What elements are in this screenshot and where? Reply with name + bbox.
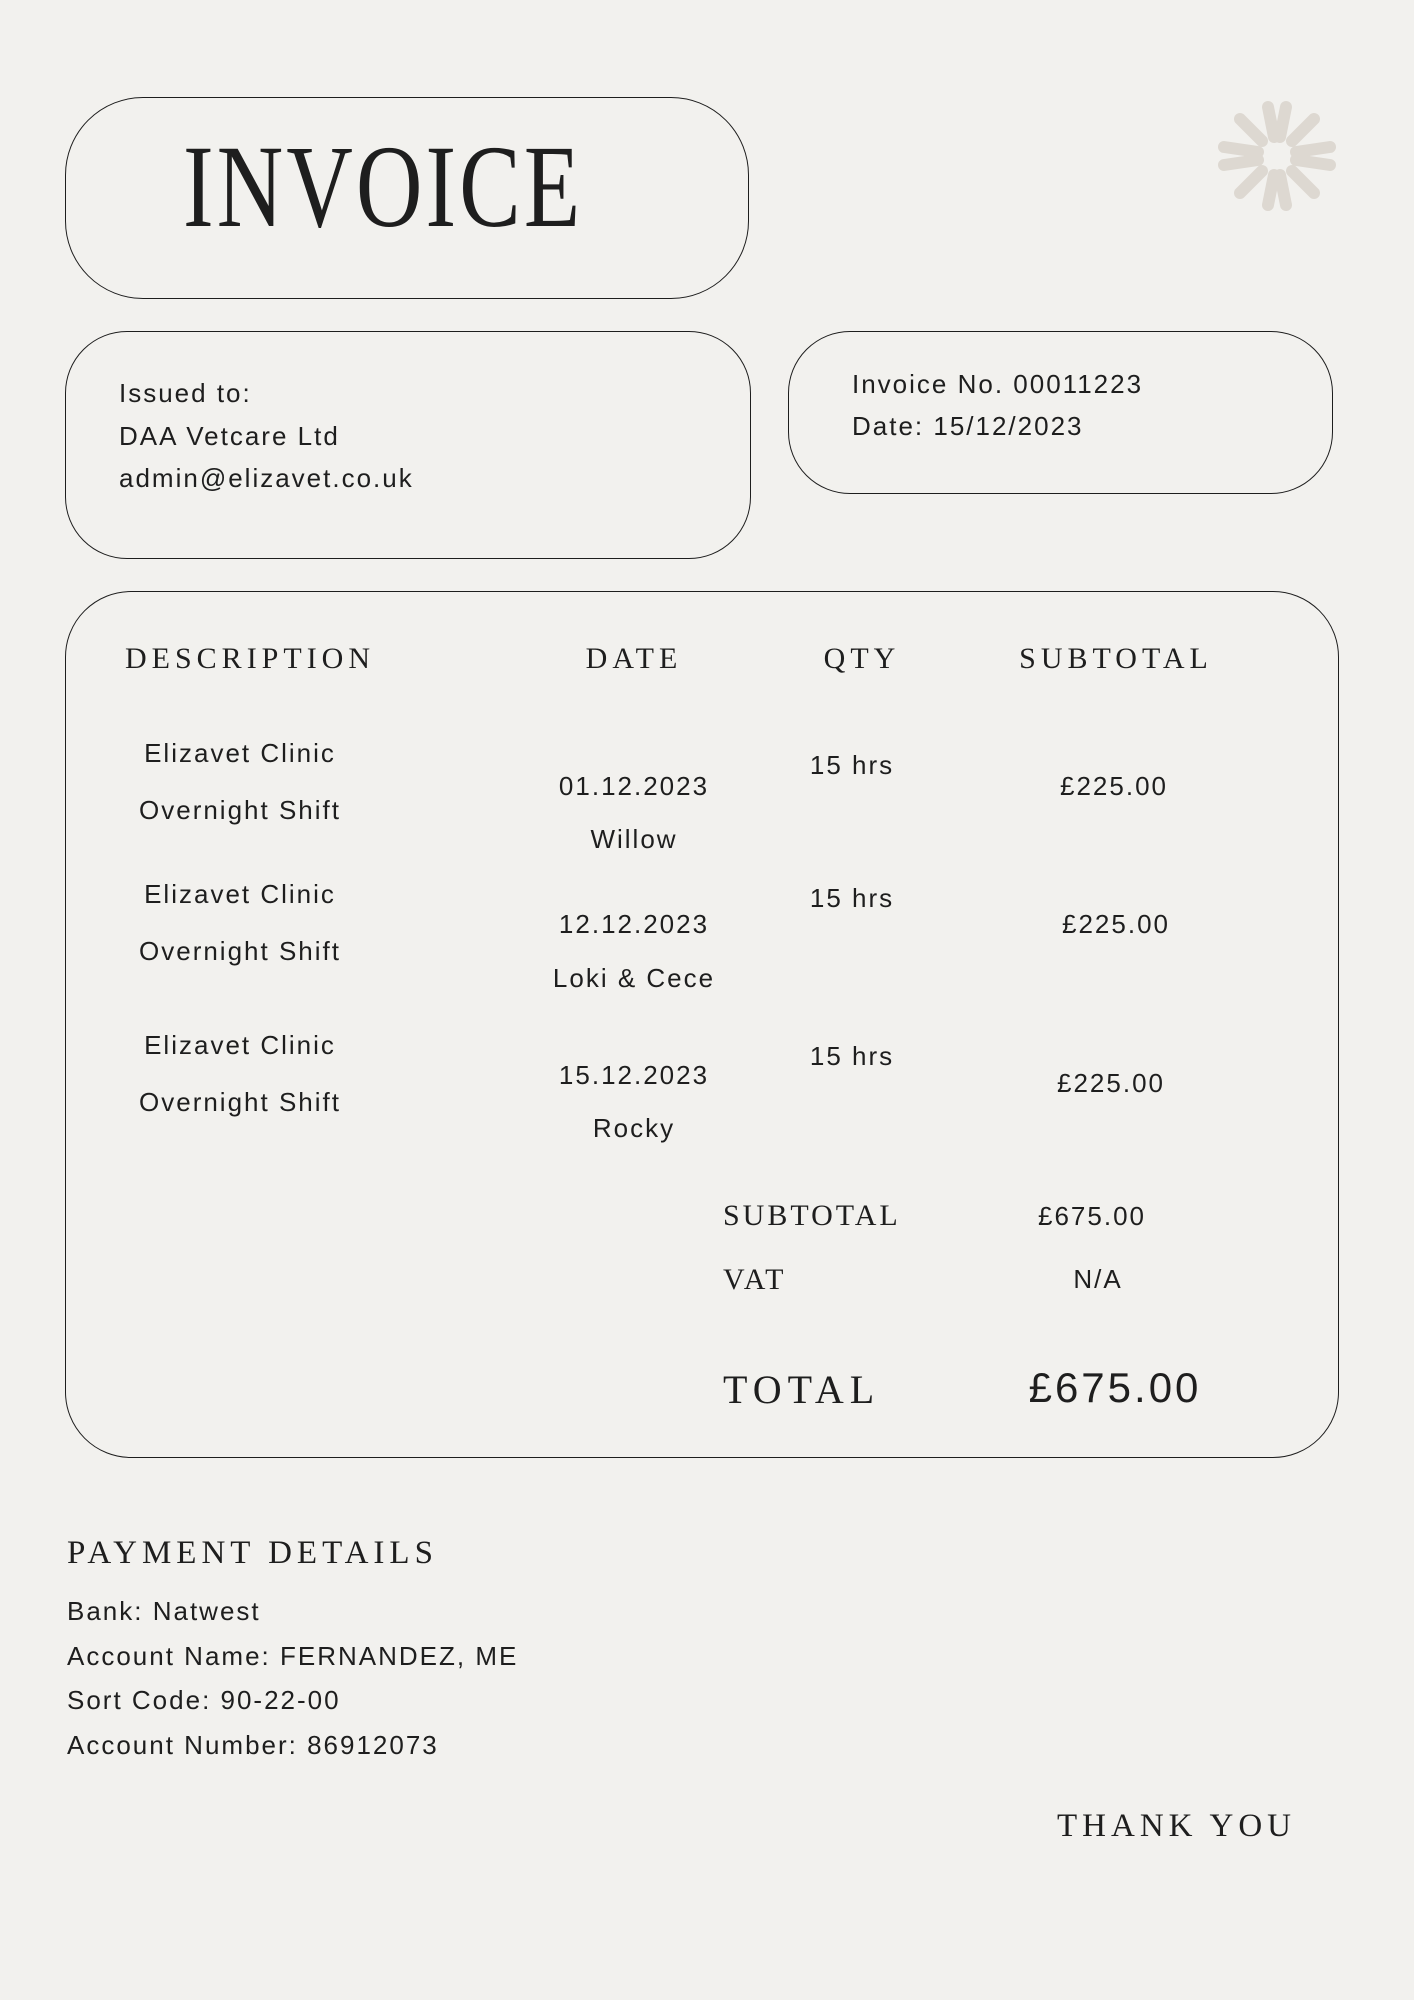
header-qty: QTY xyxy=(823,642,901,675)
asterisk-burst-icon xyxy=(1216,97,1338,215)
client-email: admin@elizavet.co.uk xyxy=(119,463,414,493)
row3-qty: 15 hrs xyxy=(809,1041,895,1071)
row2-qty: 15 hrs xyxy=(809,883,895,913)
row2-description-line1: Elizavet Clinic xyxy=(144,879,336,909)
summary-vat-label: VAT xyxy=(723,1263,787,1296)
bank-name: Bank: Natwest xyxy=(67,1596,261,1626)
row3-subtotal: £225.00 xyxy=(1057,1068,1165,1098)
header-subtotal: SUBTOTAL xyxy=(1019,642,1213,675)
summary-subtotal-value: £675.00 xyxy=(1038,1201,1146,1231)
row2-subtotal: £225.00 xyxy=(1062,909,1170,939)
row1-date: 01.12.2023 xyxy=(558,771,710,801)
row2-pet: Loki & Cece xyxy=(552,963,716,993)
row2-date: 12.12.2023 xyxy=(558,909,710,939)
total-value: £675.00 xyxy=(1028,1364,1202,1411)
row1-subtotal: £225.00 xyxy=(1060,771,1168,801)
row1-pet: Willow xyxy=(590,824,678,854)
client-name: DAA Vetcare Ltd xyxy=(119,421,340,451)
row3-description-line1: Elizavet Clinic xyxy=(144,1030,336,1060)
thank-you: THANK YOU xyxy=(1057,1808,1297,1844)
row1-qty: 15 hrs xyxy=(809,750,895,780)
total-label: TOTAL xyxy=(723,1367,881,1412)
account-number: Account Number: 86912073 xyxy=(67,1730,439,1760)
invoice-number: Invoice No. 00011223 xyxy=(852,369,1144,399)
invoice-title: INVOICE xyxy=(183,121,584,252)
row3-description-line2: Overnight Shift xyxy=(139,1087,341,1117)
items-table-box xyxy=(65,591,1339,1458)
invoice-date: Date: 15/12/2023 xyxy=(852,411,1084,441)
payment-heading: PAYMENT DETAILS xyxy=(67,1535,438,1571)
row3-pet: Rocky xyxy=(592,1113,676,1143)
row1-description-line2: Overnight Shift xyxy=(139,795,341,825)
summary-subtotal-label: SUBTOTAL xyxy=(723,1199,901,1232)
row1-description-line1: Elizavet Clinic xyxy=(144,738,336,768)
sort-code: Sort Code: 90-22-00 xyxy=(67,1685,341,1715)
header-description: DESCRIPTION xyxy=(125,642,376,675)
header-date: DATE xyxy=(585,642,683,675)
summary-vat-value: N/A xyxy=(1073,1264,1123,1294)
row2-description-line2: Overnight Shift xyxy=(139,936,341,966)
row3-date: 15.12.2023 xyxy=(558,1060,710,1090)
issued-to-label: Issued to: xyxy=(119,378,252,408)
account-name: Account Name: FERNANDEZ, ME xyxy=(67,1641,519,1671)
